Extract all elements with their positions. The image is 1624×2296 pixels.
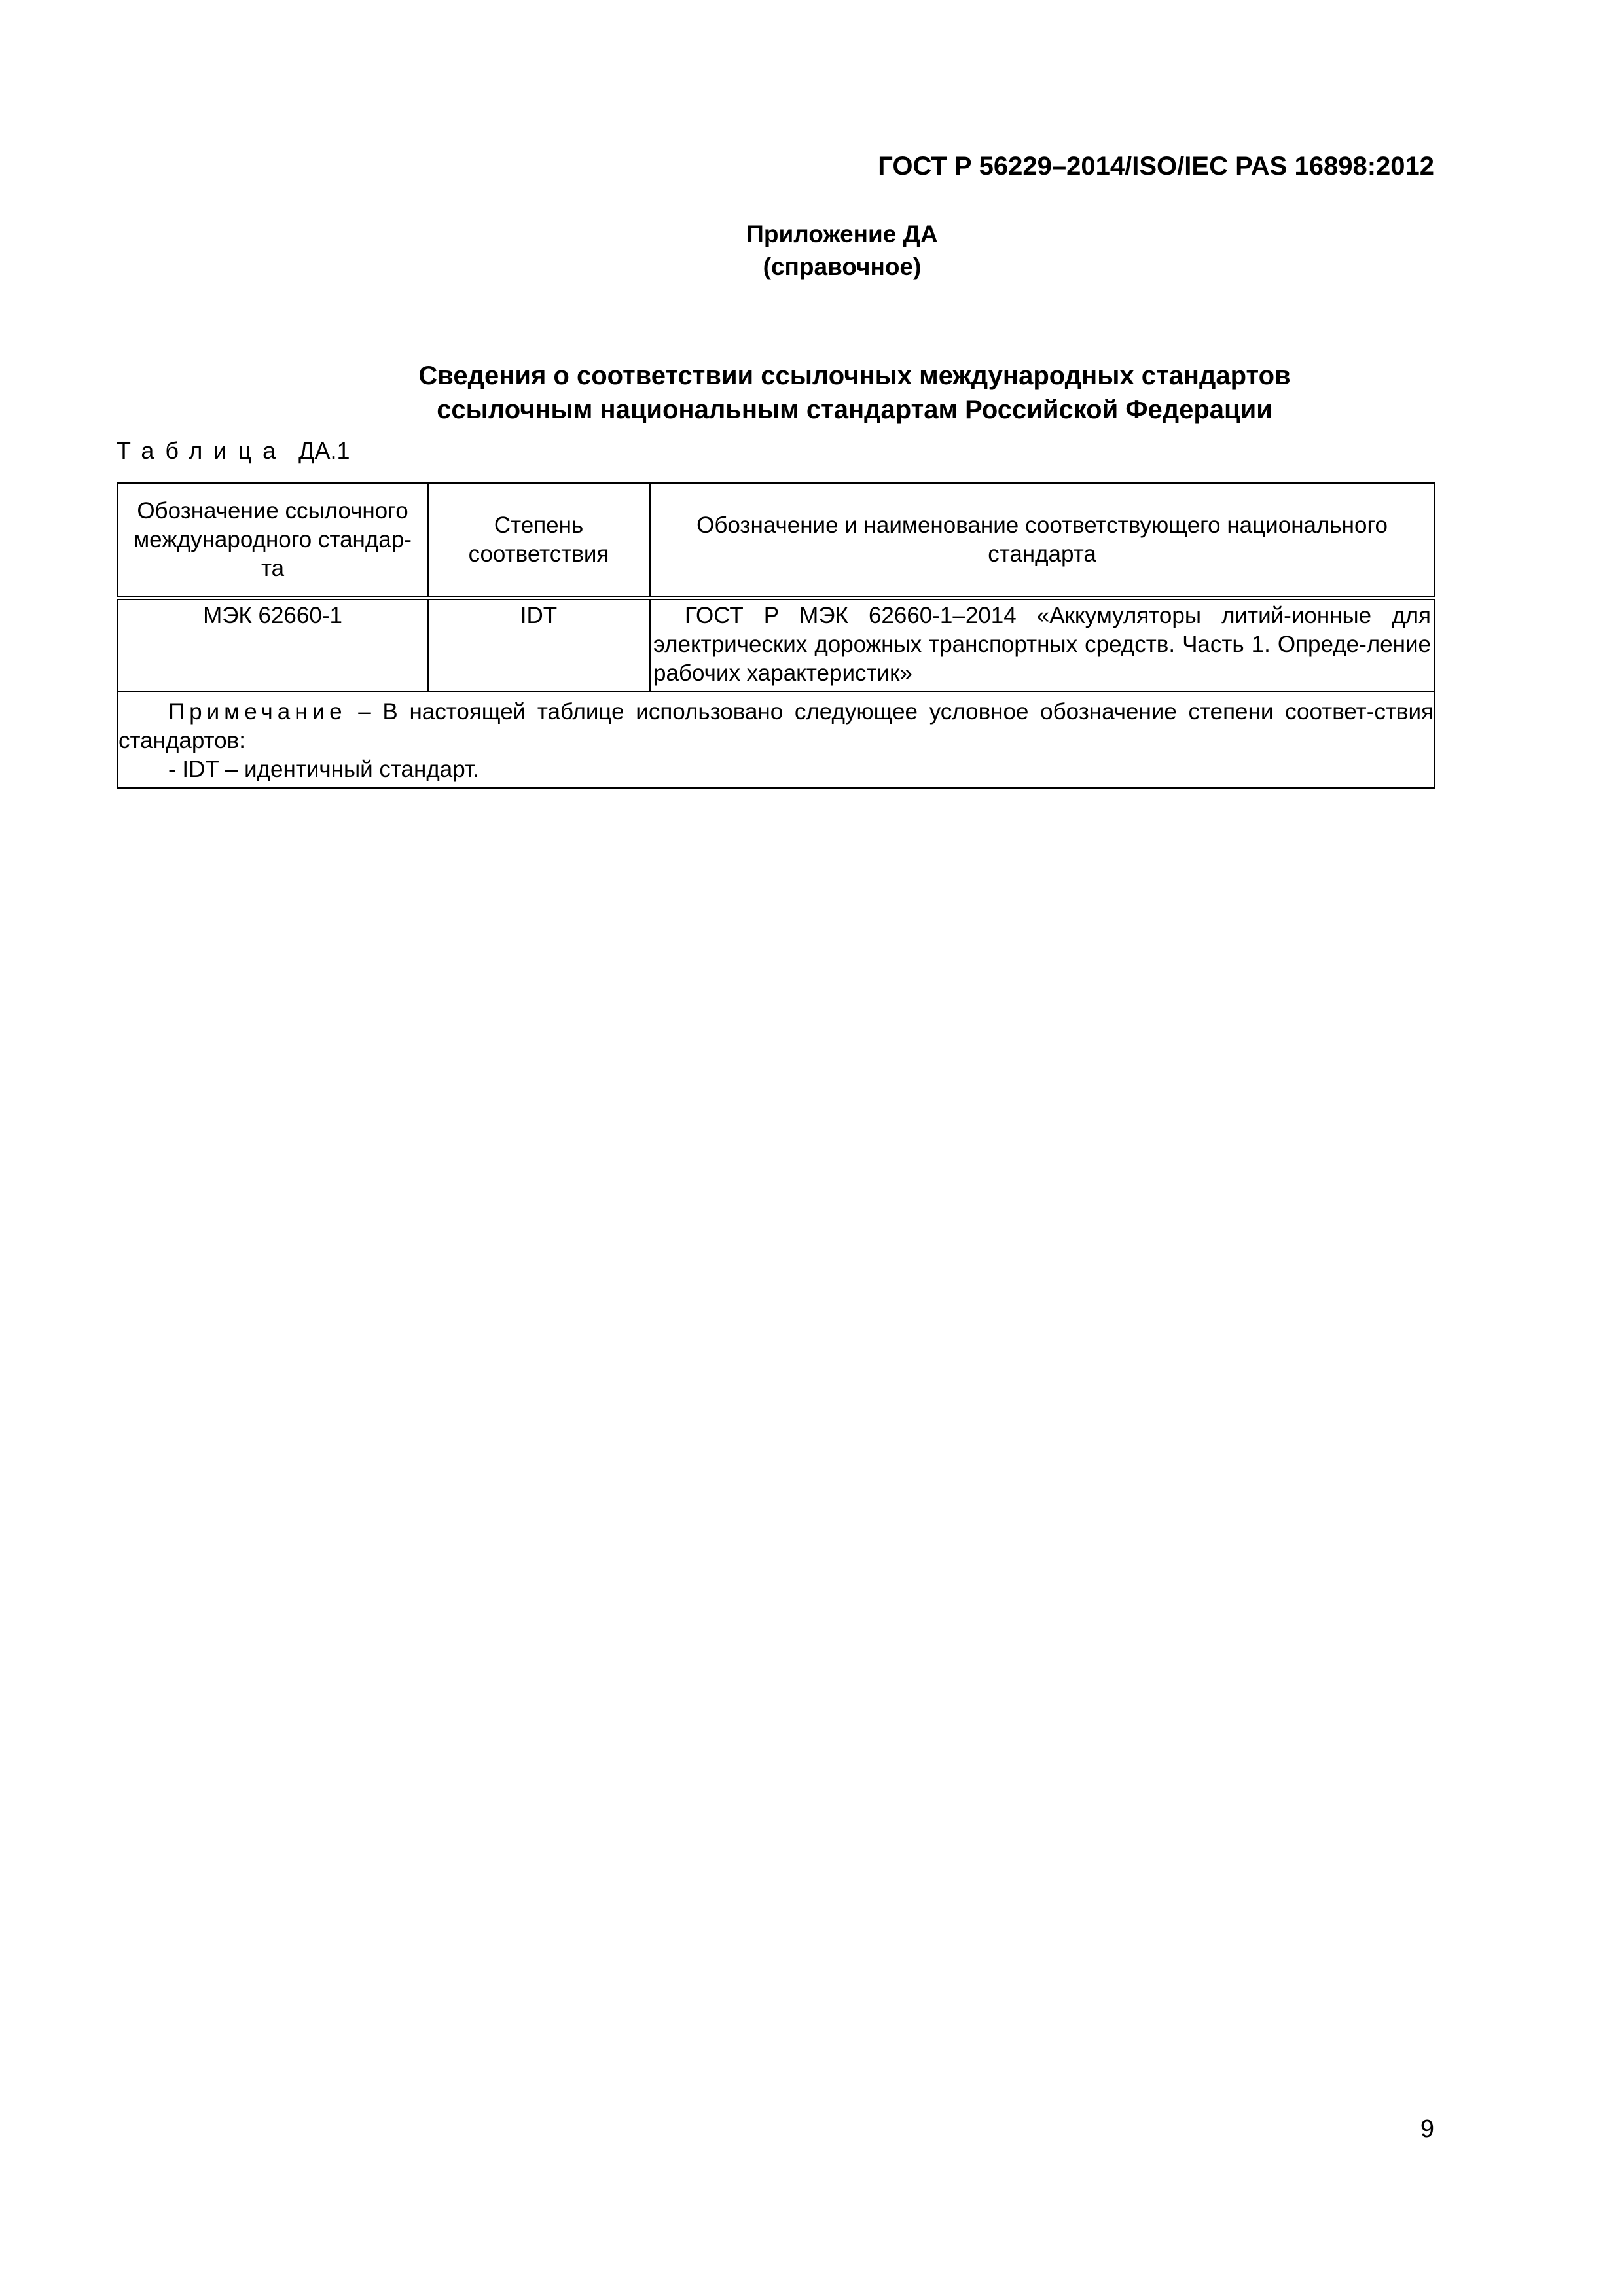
annex-heading [0,218,1624,283]
note-item: - IDT – идентичный стандарт. [168,757,479,782]
page-number: 9 [1420,2115,1434,2143]
header-intl-standard: Обозначение ссылочного международного стандар-та [118,484,428,598]
table-caption-label: Таблица [117,437,287,464]
table-caption-number: ДА.1 [298,437,350,464]
table-header-row [118,484,1435,598]
note-label: Примечание [168,699,347,725]
annex-subtitle: (справочное) [763,253,922,280]
table-note-row [118,692,1435,788]
section-title-line-2: ссылочным национальным стандартам Российской Федерации [437,395,1272,424]
header-national-standard: Обозначение и наименование соответствующего национального стандарта [650,484,1435,598]
document-code: ГОСТ Р 56229–2014/ISO/IEC PAS 16898:2012 [878,152,1434,181]
annex-title: Приложение ДА [746,221,938,247]
correspondence-table [117,482,1435,789]
cell-intl-standard: МЭК 62660-1 [118,598,428,692]
header-degree: Степень соответствия [428,484,650,598]
section-title [0,359,1624,427]
table-caption [117,437,350,465]
cell-degree: IDT [428,598,650,692]
table-note [118,692,1435,788]
table-row [118,598,1435,692]
cell-national-standard: ГОСТ Р МЭК 62660-1–2014 «Аккумуляторы литий-ионные для электрических дорожных транспортных средств. Часть 1. Опреде-ление рабочих характеристик» [650,598,1435,692]
correspondence-table-container [117,482,1434,789]
section-title-line-1: Сведения о соответствии ссылочных международных стандартов [418,361,1291,390]
note-paragraph [118,698,1434,755]
note-text: – В настоящей таблице использовано следующее условное обозначение степени соответ-ствия стандартов: [118,699,1434,753]
